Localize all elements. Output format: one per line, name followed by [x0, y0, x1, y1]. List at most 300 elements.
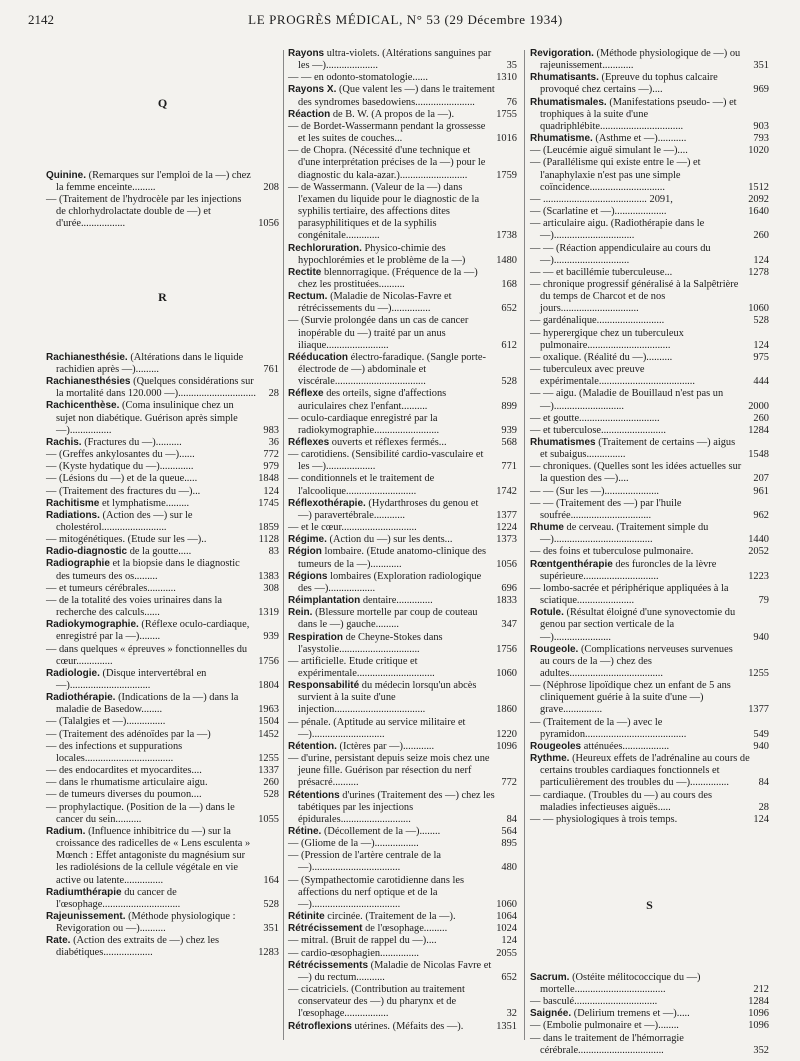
entry-headword: Rœntgenthérapie: [530, 558, 613, 570]
entry-headword: Rachicenthèse.: [46, 400, 120, 412]
index-entry: [288, 960, 517, 984]
entry-page-number: 528: [263, 898, 279, 910]
entry-text: dentaire..............: [362, 595, 433, 607]
entry-page-number: 36: [268, 436, 279, 448]
entry-page-number: 1756: [258, 655, 279, 667]
index-entry: [530, 425, 769, 437]
index-entry: [530, 522, 769, 546]
entry-text: — basculé................................: [530, 996, 658, 1008]
entry-text: — (Leucémie aiguë simulant le —)....: [530, 145, 688, 157]
index-entry: [530, 206, 769, 218]
index-entry: [288, 826, 517, 838]
entry-page-number: 549: [753, 728, 769, 740]
entry-page-number: 79: [758, 595, 769, 607]
entry-text: (Asthme et —)...........: [595, 133, 687, 145]
entry-page-number: 1128: [258, 534, 279, 546]
entry-text: des furoncles de la lèvre supérieure.............................: [540, 558, 717, 582]
index-entry: [530, 315, 769, 327]
index-entry: [46, 741, 279, 765]
entry-text: — (Scarlatine et —)....................: [530, 206, 667, 218]
index-entry: [530, 790, 769, 814]
index-entry: [530, 972, 769, 996]
entry-text: (Disque intervertébral en —)...............................: [56, 667, 207, 691]
entry-text: — oxalique. (Réalité du —)..........: [530, 351, 673, 363]
entry-headword: Radium.: [46, 825, 86, 837]
index-entry: [46, 887, 279, 911]
entry-text: et lymphatisme.........: [101, 497, 190, 509]
entry-text: — des endocardites et myocardites....: [46, 765, 202, 777]
entry-headword: Rétroflexions: [288, 1020, 352, 1032]
entry-text: (Coma insulinique chez un sujet non diabétique. Guérison après simple —)................: [56, 400, 238, 436]
index-entry: [288, 388, 517, 412]
entry-page-number: 168: [501, 278, 517, 290]
entry-text: du médecin lorsqu'un abcès survient à la suite d'une injection...................................: [298, 680, 477, 716]
entry-text: d'urines (Traitement des —) chez les tabétiques par les injections épidurales...........................: [298, 789, 495, 825]
entry-page-number: 696: [501, 582, 517, 594]
index-entry: [288, 911, 517, 923]
index-entry: [530, 243, 769, 267]
entry-page-number: 1351: [496, 1020, 517, 1032]
entry-text: — cicatriciels. (Contribution au traitement conservateur des —) du pharynx et de l'œsophage.................: [288, 984, 465, 1020]
index-entry: [288, 838, 517, 850]
index-entry: [530, 607, 769, 643]
entry-text: — — physiologiques à trois temps.: [530, 813, 678, 825]
index-entry: [288, 413, 517, 437]
entry-page-number: 351: [753, 60, 769, 72]
index-entry: [288, 595, 517, 607]
index-entry: [46, 194, 279, 230]
entry-page-number: 351: [263, 923, 279, 935]
index-entry: [288, 109, 517, 121]
entry-page-number: 939: [501, 424, 517, 436]
entry-page-number: 260: [753, 230, 769, 242]
index-entry: [46, 692, 279, 716]
index-entry: [288, 182, 517, 243]
entry-page-number: 124: [753, 254, 769, 266]
entry-headword: Quinine.: [46, 169, 86, 181]
entry-text: — (Pression de l'artère centrale de la —)..................................: [288, 850, 442, 874]
entry-text: — — et bacillémie tuberculeuse...: [530, 266, 673, 278]
entry-text: — et le cœur.............................: [288, 522, 417, 534]
entry-text: blennorragique. (Fréquence de la —) chez les prostituées..........: [298, 266, 478, 290]
entry-text: — chronique progressif généralisé à la Salpêtrière du temps de Charcot et de nos jours..............................: [530, 278, 739, 315]
entry-text: — (Kyste hydatique du —).............: [46, 461, 194, 473]
index-entry: [46, 619, 279, 643]
entry-headword: Rétrécissement: [288, 923, 363, 935]
entry-page-number: 1020: [748, 145, 769, 157]
index-entry: [530, 741, 769, 753]
entry-text: de la goutte.....: [129, 546, 192, 558]
index-entry: [46, 558, 279, 582]
entry-text: utérines. (Méfaits des —).: [354, 1020, 464, 1032]
entry-page-number: 1640: [748, 206, 769, 218]
entry-page-number: 1756: [496, 643, 517, 655]
entry-page-number: 899: [501, 400, 517, 412]
index-entry: [530, 814, 769, 826]
entry-page-number: 961: [753, 485, 769, 497]
index-entry: [288, 656, 517, 680]
entry-page-number: 1833: [496, 595, 517, 607]
index-entry: [288, 145, 517, 181]
entry-page-number: 895: [501, 838, 517, 850]
entry-headword: Rétinite: [288, 911, 325, 923]
entry-page-number: 1224: [496, 522, 517, 534]
entry-text: de Cheyne-Stokes dans l'asystolie...............................: [298, 631, 443, 655]
page-header: [28, 12, 783, 34]
entry-text: — pénale. (Aptitude au service militaire et —)............................: [288, 716, 466, 740]
entry-page-number: 1056: [258, 218, 279, 230]
entry-headword: Rachis.: [46, 436, 82, 448]
entry-headword: Région: [288, 546, 322, 558]
entry-text: de l'œsophage.........: [365, 923, 448, 935]
entry-page-number: 939: [263, 631, 279, 643]
entry-text: lombaires (Exploration radiologique des —)..................: [298, 570, 482, 594]
entry-page-number: 1284: [748, 996, 769, 1008]
index-entry: [46, 789, 279, 801]
index-entry: [46, 400, 279, 436]
entry-page-number: 1055: [258, 813, 279, 825]
entry-page-number: 2000: [748, 400, 769, 412]
entry-page-number: 28: [758, 801, 769, 813]
entry-text: (Remarques sur l'emploi de la —) chez la femme enceinte.........: [56, 169, 251, 193]
entry-page-number: 1377: [748, 704, 769, 716]
entry-page-number: 1060: [496, 898, 517, 910]
entry-page-number: 1548: [748, 449, 769, 461]
entry-text: ultra-violets. (Altérations sanguines par les —)....................: [298, 48, 492, 72]
entry-page-number: 1096: [748, 1020, 769, 1032]
entry-page-number: 975: [753, 351, 769, 363]
entry-text: — et tuberculose.........................: [530, 424, 666, 436]
index-entry: [46, 729, 279, 741]
entry-text: Physico-chimie des hypochlorémies et le problème de la —): [298, 242, 466, 266]
section-letter: S: [646, 897, 653, 912]
entry-headword: Rougeole.: [530, 643, 579, 655]
index-entry: [288, 267, 517, 291]
entry-headword: Régions: [288, 570, 328, 582]
index-entry: [530, 145, 769, 157]
entry-page-number: 1859: [258, 521, 279, 533]
index-entry: [288, 923, 517, 935]
index-entry: [46, 437, 279, 449]
entry-page-number: 124: [753, 813, 769, 825]
entry-page-number: 1504: [258, 716, 279, 728]
entry-page-number: 1310: [496, 72, 517, 84]
entry-headword: Réflexothérapie.: [288, 497, 366, 509]
entry-text: (Décollement de la —)........: [323, 826, 441, 837]
entry-page-number: 83: [268, 546, 279, 558]
index-entry: [46, 534, 279, 546]
entry-text: (Traitement de certains —) aigus et subaigus...............: [540, 437, 736, 461]
entry-page-number: 124: [263, 485, 279, 497]
index-entry: [288, 607, 517, 631]
entry-text: — — en odonto-stomatologie......: [288, 72, 428, 84]
index-entry: [288, 352, 517, 388]
entry-page-number: 1383: [258, 570, 279, 582]
index-entry: [288, 315, 517, 351]
entry-headword: Rhumatisants.: [530, 72, 599, 84]
entry-page-number: 212: [753, 983, 769, 995]
index-entry: [530, 157, 769, 193]
entry-page-number: 1742: [496, 485, 517, 497]
index-entry: [288, 1021, 517, 1033]
entry-headword: Radiumthérapie: [46, 886, 122, 898]
index-entry: [46, 498, 279, 510]
entry-headword: Rachianesthésies: [46, 376, 131, 388]
index-entry: [288, 850, 517, 874]
index-entry: [46, 473, 279, 485]
section-spacer: [46, 48, 279, 97]
index-entry: [530, 72, 769, 96]
entry-headword: Régime.: [288, 534, 327, 546]
index-entry: [46, 668, 279, 692]
entry-page-number: 652: [501, 971, 517, 983]
entry-text: (Blessure mortelle par coup de couteau dans le —) gauche.........: [298, 607, 478, 631]
entry-text: — (Traitement des adénoïdes par la —): [46, 728, 211, 740]
entry-page-number: 528: [263, 789, 279, 801]
entry-page-number: 124: [753, 339, 769, 351]
index-entry: [530, 194, 769, 206]
entry-page-number: 1016: [496, 133, 517, 145]
index-entry: [288, 875, 517, 911]
entry-headword: Rotule.: [530, 607, 564, 619]
index-entry: [530, 498, 769, 522]
entry-text: (Fractures du —)..........: [84, 436, 182, 448]
index-entry: [288, 522, 517, 534]
entry-page-number: 528: [501, 376, 517, 388]
entry-text: (Indications de la —) dans la maladie de Basedow........: [56, 692, 239, 716]
column-divider: [283, 50, 284, 1040]
entry-page-number: 1064: [496, 911, 517, 923]
entry-text: — oculo-cardiaque enregistré par la radiokymographie.........................: [288, 412, 440, 436]
entry-text: — mitogénétiques. (Etude sur les —)..: [46, 534, 207, 546]
entry-headword: Revigoration.: [530, 48, 594, 59]
entry-page-number: 983: [263, 424, 279, 436]
index-entry: [530, 717, 769, 741]
entry-page-number: 1337: [258, 765, 279, 777]
entry-page-number: 352: [753, 1044, 769, 1056]
entry-headword: Rajeunissement.: [46, 910, 126, 922]
entry-page-number: 124: [501, 935, 517, 947]
entry-page-number: 32: [506, 1008, 517, 1020]
section-spacer: [46, 303, 279, 352]
entry-page-number: 940: [753, 740, 769, 752]
entry-text: — de la totalité des voies urinaires dans la recherche des calculs......: [46, 594, 223, 619]
entry-page-number: 1255: [748, 667, 769, 679]
entry-page-number: 962: [753, 509, 769, 521]
entry-text: — (Sympathectomie carotidienne dans les affections du nerf optique et de la —)..................................: [288, 874, 465, 910]
entry-text: (Complications nerveuses survenues au cours de la —) chez des adultes....................................: [540, 643, 733, 679]
index-entry: [530, 328, 769, 352]
entry-headword: Rhumatisme.: [530, 133, 593, 145]
entry-page-number: 2055: [496, 947, 517, 959]
entry-text: (Réflexe oculo-cardiaque, enregistré par la —)........: [56, 619, 250, 643]
index-entry: [46, 826, 279, 887]
entry-text: — (Traitement de la —) avec le pyramidon.......................................: [530, 716, 687, 740]
entry-headword: Rougeoles: [530, 740, 582, 752]
index-entry: [288, 680, 517, 716]
entry-headword: Rétine.: [288, 826, 322, 837]
entry-text: — — aigu. (Maladie de Bouillaud n'est pas un —)...........................: [530, 388, 724, 412]
entry-text: (Action du —) sur les dents...: [329, 534, 453, 546]
entry-text: — tuberculeux avec preuve expérimentale.....................................: [530, 364, 695, 388]
index-entry: [288, 571, 517, 595]
entry-text: — ........................................ 2091,: [530, 193, 673, 205]
entry-text: (Maladie de Nicolas-Favre et rétrécissements du —)...............: [298, 291, 452, 315]
index-entry: [530, 1008, 769, 1020]
index-entry: [530, 218, 769, 242]
entry-page-number: 1283: [258, 947, 279, 959]
entry-text: — — (Sur les —).....................: [530, 485, 660, 497]
entry-page-number: 761: [263, 363, 279, 375]
entry-page-number: 612: [501, 339, 517, 351]
column-divider: [524, 50, 525, 1040]
entry-text: — cardiaque. (Troubles du —) au cours des maladies infectieuses aiguës.....: [530, 789, 712, 813]
entry-text: (Delirium tremens et —).....: [573, 1008, 690, 1020]
entry-text: — dans quelques « épreuves » fonctionnelles du cœur..............: [46, 643, 248, 667]
index-entry: [46, 777, 279, 789]
entry-headword: Rayons: [288, 48, 325, 59]
entry-headword: Rectite: [288, 266, 322, 278]
journal-title: LE PROGRÈS MÉDICAL, N° 53 (29 Décembre 1934): [248, 12, 563, 27]
index-entry: [530, 267, 769, 279]
entry-headword: Rythme.: [530, 753, 570, 765]
entry-page-number: 1060: [496, 667, 517, 679]
index-entry: [46, 765, 279, 777]
entry-text: — (Traitement de l'hydrocèle par les injections de chlorhydrolactate double de —) et d'urée.................: [46, 193, 242, 230]
index-entry: [530, 486, 769, 498]
entry-text: — et goutte...............................: [530, 412, 660, 424]
entry-text: (Hydarthroses du genou et —) paravertébrale............: [298, 497, 479, 521]
entry-page-number: 1096: [496, 740, 517, 752]
section-letter: R: [158, 290, 167, 305]
index-entry: [530, 388, 769, 412]
entry-text: — de Chopra. (Nécessité d'une technique et d'une interprétation précises de la —) pour le diagnostic du kala-azar.)..........................: [288, 145, 486, 181]
index-entry: [288, 121, 517, 145]
index-entry: [46, 802, 279, 826]
entry-page-number: 1963: [258, 704, 279, 716]
entry-headword: Rétention.: [288, 740, 337, 752]
entry-page-number: 1860: [496, 704, 517, 716]
index-entry: [288, 498, 517, 522]
entry-page-number: 1220: [496, 728, 517, 740]
entry-text: — (Néphrose lipoïdique chez un enfant de 5 ans cliniquement guérie à la suite d'une —) grave...............: [530, 680, 731, 716]
entry-text: — (Talalgies et —)...............: [46, 716, 166, 728]
entry-page-number: 1759: [496, 169, 517, 181]
entry-text: circinée. (Traitement de la —).: [327, 911, 456, 923]
index-entry: [288, 243, 517, 267]
entry-page-number: 1060: [748, 303, 769, 315]
entry-text: électro-faradique. (Sangle porte-électrode de —) abdominale et viscérale...................................: [298, 351, 486, 388]
entry-text: — (Survie prolongée dans un cas de cancer inopérable du —) traité par un anus iliaque........................: [288, 315, 469, 351]
entry-page-number: 347: [501, 619, 517, 631]
entry-text: — cardio-œsophagien...............: [288, 947, 420, 959]
index-entry: [46, 352, 279, 376]
entry-text: de B. W. (A propos de la —).: [332, 108, 455, 120]
entry-headword: Responsabilité: [288, 680, 360, 692]
entry-text: (Maladie de Nicolas Favre et —) du rectum...........: [298, 959, 492, 983]
entry-text: — de tumeurs diverses du poumon....: [46, 789, 202, 801]
index-column-1: [46, 48, 279, 960]
entry-headword: Rayons X.: [288, 84, 337, 96]
entry-text: de cerveau. (Traitement simple du —)......................................: [540, 522, 709, 546]
section-spacer: [530, 911, 769, 972]
page-number: 2142: [28, 12, 54, 27]
index-entry: [288, 935, 517, 947]
section-spacer: [46, 230, 279, 291]
index-entry: [288, 449, 517, 473]
entry-text: — et tumeurs cérébrales...........: [46, 582, 176, 594]
entry-headword: Radiologie.: [46, 667, 100, 679]
entry-page-number: 1096: [748, 1008, 769, 1020]
entry-page-number: 1440: [748, 534, 769, 546]
index-entry: [46, 583, 279, 595]
entry-text: — carotidiens. (Sensibilité cardio-vasculaire et les —)...................: [288, 449, 484, 473]
entry-text: — lombo-sacrée et périphérique appliquées à la sciatique......................: [530, 582, 729, 607]
entry-text: et la biopsie dans le diagnostic des tumeurs des os.........: [56, 558, 240, 582]
entry-headword: Rectum.: [288, 291, 328, 303]
entry-text: — dans le rhumatisme articulaire aigu.: [46, 777, 208, 789]
entry-headword: Radiothérapie.: [46, 692, 116, 704]
index-entry: [530, 413, 769, 425]
entry-page-number: 1255: [258, 752, 279, 764]
index-entry: [288, 473, 517, 497]
entry-text: atténuées..................: [583, 740, 670, 752]
entry-page-number: 2092: [748, 193, 769, 205]
index-entry: [46, 716, 279, 728]
entry-page-number: 1278: [748, 266, 769, 278]
entry-text: — gardénalique..........................: [530, 315, 665, 327]
entry-text: ouverts et réflexes fermés...: [331, 437, 447, 448]
index-entry: [530, 133, 769, 145]
entry-page-number: 793: [753, 133, 769, 145]
entry-page-number: 568: [501, 437, 517, 448]
entry-text: (Action des —) sur le cholestérol.........................: [56, 509, 193, 533]
section-spacer: [46, 109, 279, 170]
index-entry: [530, 461, 769, 485]
entry-page-number: 1056: [496, 558, 517, 570]
index-entry: [46, 644, 279, 668]
section-letter: Q: [157, 95, 168, 110]
entry-text: (Altérations dans le liquide rachidien après —).........: [56, 351, 244, 375]
entry-headword: Rééducation: [288, 351, 349, 363]
entry-text: — (Parallélisme qui existe entre le —) et l'anaphylaxie n'est pas une simple coïncidence.............................: [530, 157, 701, 193]
entry-text: — de Bordet-Wassermann pendant la grossesse et les suites de couches...: [288, 120, 486, 145]
index-entry: [530, 97, 769, 133]
entry-page-number: 1024: [496, 923, 517, 935]
entry-text: (Ostéite mélitococcique du —) mortelle...................................: [540, 971, 701, 995]
entry-headword: Respiration: [288, 631, 344, 643]
entry-page-number: 207: [753, 473, 769, 485]
entry-headword: Rhumatismales.: [530, 96, 607, 108]
entry-text: — articulaire aigu. (Radiothérapie dans le —)...............................: [530, 218, 705, 242]
index-entry: [288, 437, 517, 449]
entry-text: des orteils, signe d'affections auriculaires chez l'enfant..........: [298, 388, 447, 412]
entry-text: (Manifestations pseudo- —) et trophiques à la suite d'une quadriphlébite................................: [540, 96, 737, 132]
entry-headword: Rein.: [288, 607, 313, 619]
entry-page-number: 652: [501, 303, 517, 315]
entry-page-number: 1452: [258, 728, 279, 740]
index-column-3: [530, 48, 769, 1057]
entry-text: — (Embolie pulmonaire et —)........: [530, 1020, 679, 1032]
index-entry: [530, 583, 769, 607]
index-entry: [46, 595, 279, 619]
index-entry: [46, 170, 279, 194]
entry-text: — d'urine, persistant depuis seize mois chez une jeune fille. Guérison par résection du nerf présacré..........: [288, 753, 490, 789]
index-entry: [288, 717, 517, 741]
entry-text: (Quelques considérations sur la mortalité dans 120.000 —)..............................: [56, 376, 256, 400]
entry-page-number: 772: [501, 777, 517, 789]
index-entry: [288, 741, 517, 753]
